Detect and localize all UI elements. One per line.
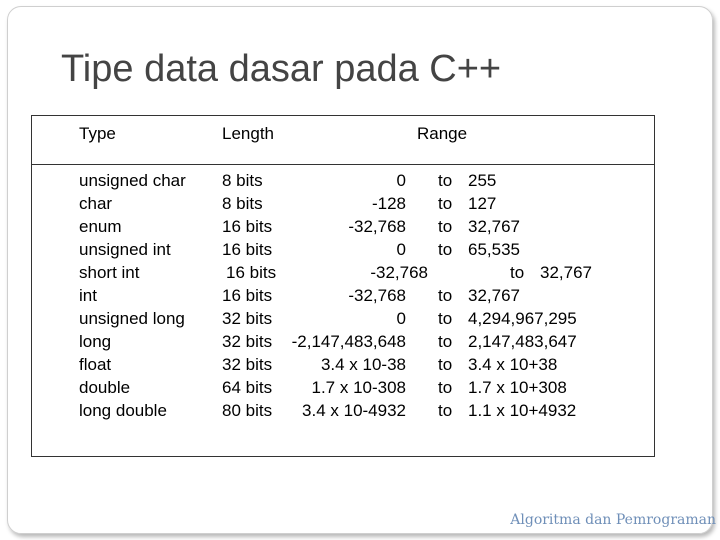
cell-type: short int xyxy=(79,263,140,282)
cell-type: unsigned char xyxy=(79,171,186,190)
slide-title: Tipe data dasar pada C++ xyxy=(61,48,502,90)
cell-type: unsigned long xyxy=(79,309,185,328)
header-length: Length xyxy=(222,124,274,143)
cell-length: 8 bits xyxy=(222,194,263,213)
cell-type: int xyxy=(79,286,97,305)
cell-range-low: 1.7 x 10-308 xyxy=(311,378,406,397)
table-body xyxy=(0,170,720,423)
cell-length: 80 bits xyxy=(222,401,273,420)
cell-range-low: -32,768 xyxy=(348,217,406,236)
cell-range-to: to xyxy=(438,171,453,190)
cell-range-low: 0 xyxy=(396,309,406,328)
cell-range-high: 65,535 xyxy=(468,240,520,259)
cell-range-high: 127 xyxy=(468,194,497,213)
cell-type: long xyxy=(79,332,112,351)
cell-length: 8 bits xyxy=(222,171,263,190)
cell-range-high: 1.1 x 10+4932 xyxy=(468,401,577,420)
cell-range-high: 255 xyxy=(468,171,497,190)
cell-length: 32 bits xyxy=(222,355,273,374)
cell-range-low: -32,768 xyxy=(370,263,428,282)
cell-range-low: 3.4 x 10-4932 xyxy=(302,401,406,420)
cell-length: 16 bits xyxy=(222,240,273,259)
cell-type: unsigned int xyxy=(79,240,171,259)
cell-length: 16 bits xyxy=(226,263,277,282)
header-range: Range xyxy=(417,124,468,143)
table-row xyxy=(0,193,720,216)
cell-range-high: 3.4 x 10+38 xyxy=(468,355,558,374)
cell-range-high: 32,767 xyxy=(468,286,520,305)
cell-length: 16 bits xyxy=(222,217,273,236)
table-row xyxy=(0,354,720,377)
cell-length: 32 bits xyxy=(222,332,273,351)
table-row xyxy=(0,239,720,262)
header-type: Type xyxy=(79,124,116,143)
cell-range-to: to xyxy=(438,401,453,420)
cell-length: 32 bits xyxy=(222,309,273,328)
table-row xyxy=(0,216,720,239)
cell-type: double xyxy=(79,378,131,397)
cell-type: enum xyxy=(79,217,122,236)
cell-length: 16 bits xyxy=(222,286,273,305)
cell-range-high: 2,147,483,647 xyxy=(468,332,577,351)
cell-range-low: -2,147,483,648 xyxy=(291,332,406,351)
cell-range-low: 0 xyxy=(396,240,406,259)
header-divider xyxy=(31,164,655,165)
cell-range-low: 0 xyxy=(396,171,406,190)
table-row xyxy=(0,331,720,354)
cell-range-to: to xyxy=(438,240,453,259)
cell-range-to: to xyxy=(438,332,453,351)
cell-range-to: to xyxy=(438,355,453,374)
table-row xyxy=(0,285,720,308)
table-row xyxy=(0,400,720,423)
cell-length: 64 bits xyxy=(222,378,273,397)
cell-range-high: 4,294,967,295 xyxy=(468,309,577,328)
cell-type: char xyxy=(79,194,113,213)
cell-range-to: to xyxy=(438,286,453,305)
cell-range-low: -128 xyxy=(371,194,406,213)
cell-type: float xyxy=(79,355,112,374)
cell-range-high: 32,767 xyxy=(468,217,520,236)
slide-footer: Algoritma dan Pemrograman xyxy=(510,512,716,528)
table-row xyxy=(0,377,720,400)
cell-range-high: 1.7 x 10+308 xyxy=(468,378,567,397)
cell-range-to: to xyxy=(438,378,453,397)
cell-range-to: to xyxy=(438,194,453,213)
cell-range-low: 3.4 x 10-38 xyxy=(320,355,406,374)
cell-range-to: to xyxy=(438,309,453,328)
cell-type: long double xyxy=(79,401,167,420)
table-row xyxy=(0,308,720,331)
cell-range-to: to xyxy=(438,217,453,236)
cell-range-high: 32,767 xyxy=(540,263,592,282)
table-row xyxy=(0,170,720,193)
cell-range-to: to xyxy=(510,263,525,282)
cell-range-low: -32,768 xyxy=(348,286,406,305)
table-row xyxy=(0,262,720,285)
